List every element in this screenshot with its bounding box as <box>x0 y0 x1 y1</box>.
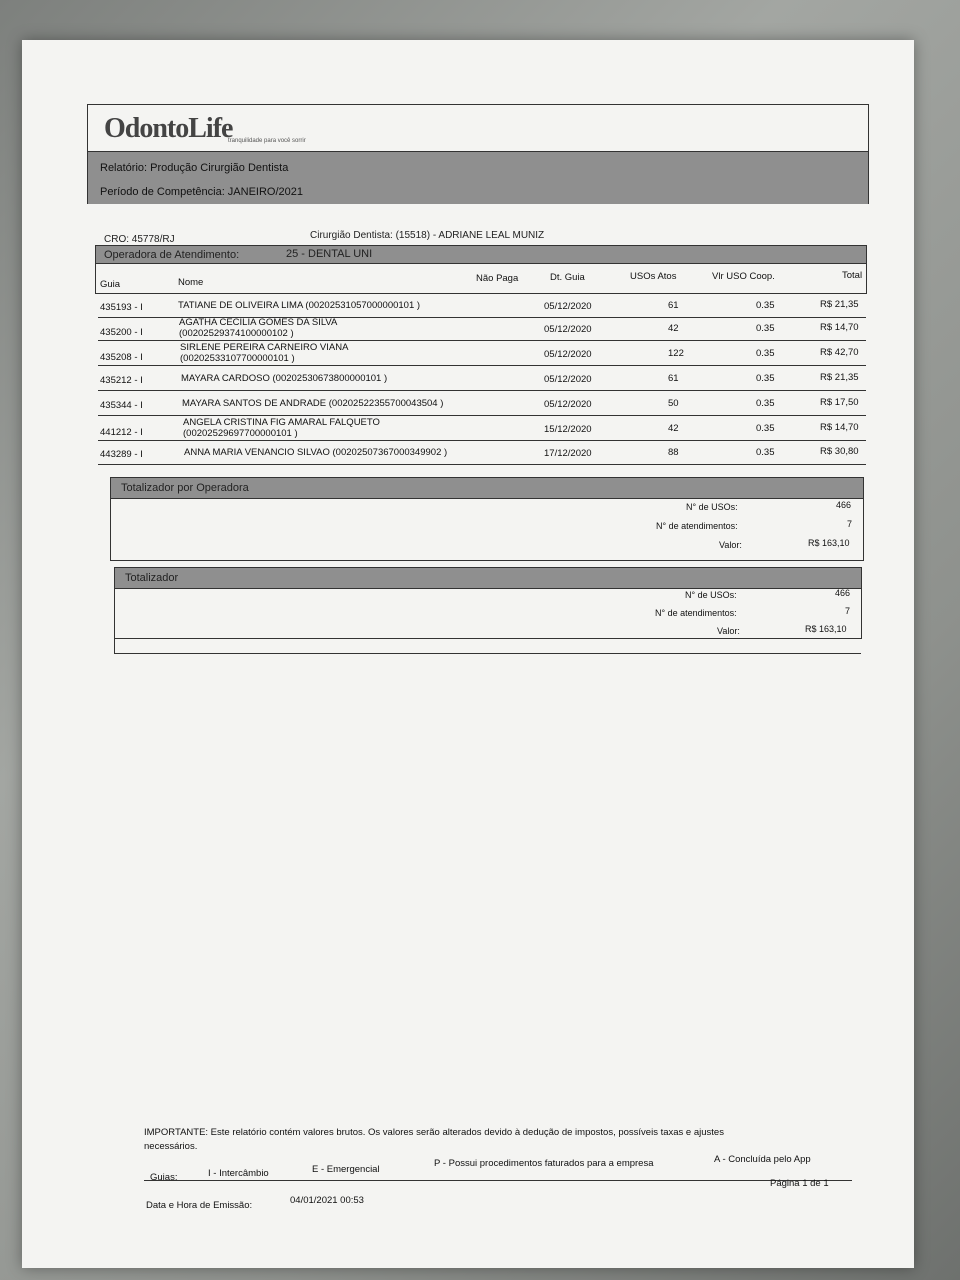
cell-guia: 435200 - I <box>100 327 143 338</box>
table-row <box>98 366 866 391</box>
op-valor-value: R$ 163,10 <box>808 538 850 548</box>
logo-tagline: tranquilidade para você sorrir <box>228 138 306 144</box>
cell-nome: AGATHA CECILIA GOMES DA SILVA <box>179 317 338 328</box>
cell-total: R$ 14,70 <box>820 322 859 333</box>
grand-totals-title: Totalizador <box>125 572 179 584</box>
total-atend-label: N° de atendimentos: <box>655 608 737 618</box>
important-note-cont: necessários. <box>144 1141 198 1152</box>
grand-totals-frame <box>114 637 861 654</box>
cell-nome-code: (00202529697700000101 ) <box>183 428 298 439</box>
col-dt-guia: Dt. Guia <box>550 272 585 283</box>
table-row <box>98 391 866 416</box>
total-atend-value: 7 <box>845 606 851 616</box>
cell-dt-guia: 05/12/2020 <box>544 301 592 312</box>
report-name: Relatório: Produção Cirurgião Dentista <box>100 162 289 174</box>
report-header <box>87 104 869 204</box>
legend-intercambio: I - Intercâmbio <box>208 1168 269 1179</box>
cell-usos: 61 <box>668 300 679 311</box>
emission-label: Data e Hora de Emissão: <box>146 1200 253 1211</box>
cell-dt-guia: 05/12/2020 <box>544 399 592 410</box>
cell-nome: TATIANE DE OLIVEIRA LIMA (00202531057000000101 ) <box>178 300 421 311</box>
cell-guia: 435193 - I <box>100 302 143 313</box>
op-usos-value: 466 <box>836 500 852 510</box>
col-nao-paga: Não Paga <box>476 273 519 284</box>
op-atend-label: N° de atendimentos: <box>656 521 738 531</box>
report-page <box>22 40 914 1268</box>
table-row <box>98 416 866 441</box>
cell-total: R$ 14,70 <box>820 422 859 433</box>
cell-usos: 42 <box>668 323 679 334</box>
cell-vlr: 0.35 <box>756 447 775 458</box>
cell-nome: MAYARA SANTOS DE ANDRADE (00202522355700043504 ) <box>182 398 444 409</box>
operator-label: Operadora de Atendimento: <box>104 249 240 261</box>
operator-value: 25 - DENTAL UNI <box>286 248 373 260</box>
total-usos-value: 466 <box>835 588 851 598</box>
total-usos-label: N° de USOs: <box>685 590 737 600</box>
col-nome: Nome <box>178 277 204 288</box>
cell-nome: MAYARA CARDOSO (00202530673800000101 ) <box>181 373 388 384</box>
legend-faturados: P - Possui procedimentos faturados para a empresa <box>434 1158 654 1169</box>
cro-number: CRO: 45778/RJ <box>104 234 175 245</box>
grand-totals-box <box>114 567 862 639</box>
cell-nome: SIRLENE PEREIRA CARNEIRO VIANA <box>180 342 349 353</box>
table-row <box>98 341 866 366</box>
cell-guia: 435212 - I <box>100 375 143 386</box>
table-row <box>98 440 866 465</box>
col-total: Total <box>842 270 863 281</box>
cell-usos: 88 <box>668 447 679 458</box>
op-usos-label: N° de USOs: <box>686 502 738 512</box>
dentist-name: Cirurgião Dentista: (15518) - ADRIANE LEAL MUNIZ <box>310 230 545 241</box>
cell-nome-code: (00202529374100000102 ) <box>179 328 294 339</box>
table-row <box>98 316 866 341</box>
col-vlr: Vlr USO Coop. <box>712 271 775 282</box>
cell-guia: 441212 - I <box>100 427 143 438</box>
cell-dt-guia: 05/12/2020 <box>544 349 592 360</box>
table-row <box>98 293 866 318</box>
operator-totals-box <box>110 477 864 561</box>
col-guia: Guia <box>100 279 121 290</box>
cell-nome-code: (00202533107700000101 ) <box>180 353 295 364</box>
operator-bar <box>95 245 867 264</box>
legend-emergencial: E - Emergencial <box>312 1164 380 1175</box>
footer-divider <box>144 1180 852 1181</box>
total-valor-value: R$ 163,10 <box>805 624 847 634</box>
cell-dt-guia: 05/12/2020 <box>544 374 592 385</box>
cell-vlr: 0.35 <box>756 423 775 434</box>
page-number: Página 1 de 1 <box>770 1178 829 1189</box>
legend-app: A - Concluída pelo App <box>714 1154 811 1165</box>
report-title-block <box>88 152 868 204</box>
emission-datetime: 04/01/2021 00:53 <box>290 1195 364 1206</box>
logo-row <box>88 105 868 152</box>
cell-dt-guia: 05/12/2020 <box>544 324 592 335</box>
cell-usos: 42 <box>668 423 679 434</box>
cell-total: R$ 42,70 <box>820 347 859 358</box>
table-header <box>95 263 867 294</box>
competence-period: Período de Competência: JANEIRO/2021 <box>100 186 304 198</box>
op-atend-value: 7 <box>847 519 853 529</box>
op-valor-label: Valor: <box>719 540 742 550</box>
cell-usos: 61 <box>668 373 679 384</box>
operator-totals-bar <box>111 478 863 499</box>
cell-total: R$ 17,50 <box>820 397 859 408</box>
cell-total: R$ 21,35 <box>820 372 859 383</box>
cell-vlr: 0.35 <box>756 348 775 359</box>
cell-guia: 443289 - I <box>100 449 143 460</box>
operator-totals-title: Totalizador por Operadora <box>121 482 249 494</box>
guias-label: Guias: <box>150 1172 178 1183</box>
cell-dt-guia: 17/12/2020 <box>544 448 592 459</box>
cell-vlr: 0.35 <box>756 323 775 334</box>
cell-usos: 50 <box>668 398 679 409</box>
cell-total: R$ 21,35 <box>820 299 859 310</box>
col-usos: USOs Atos <box>630 271 677 282</box>
company-logo: OdontoLife <box>104 113 233 144</box>
grand-totals-bar <box>115 568 861 589</box>
cell-nome: ANGELA CRISTINA FIG AMARAL FALQUETO <box>183 417 380 428</box>
cell-vlr: 0.35 <box>756 300 775 311</box>
important-note: IMPORTANTE: Este relatório contém valores brutos. Os valores serão alterados devido à dedução de impostos, possíveis taxas e ajustes <box>144 1127 724 1138</box>
total-valor-label: Valor: <box>717 626 740 636</box>
cell-vlr: 0.35 <box>756 373 775 384</box>
cell-guia: 435344 - I <box>100 400 143 411</box>
cell-guia: 435208 - I <box>100 352 143 363</box>
cell-nome: ANNA MARIA VENANCIO SILVAO (00202507367000349902 ) <box>184 447 448 458</box>
cell-total: R$ 30,80 <box>820 446 859 457</box>
cell-usos: 122 <box>668 348 684 359</box>
cell-vlr: 0.35 <box>756 398 775 409</box>
cell-dt-guia: 15/12/2020 <box>544 424 592 435</box>
